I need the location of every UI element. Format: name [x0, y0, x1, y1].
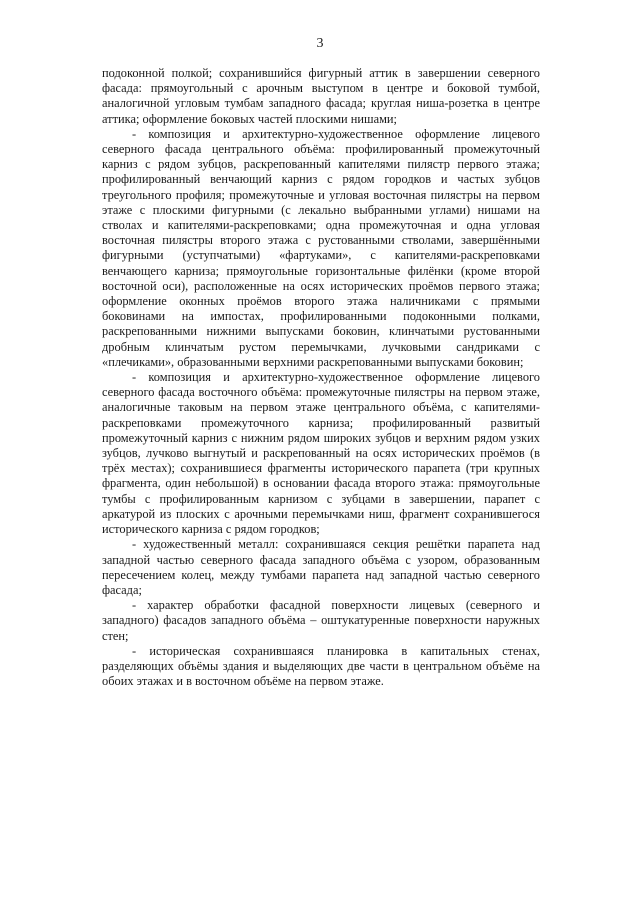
paragraph-artistic-metal: - художественный металл: сохранившаяся секция решётки парапета над западной частью северного фасада западного объёма с узором, образованным пересечением колец, между тумбами парапета над западной частью северного фасада; [102, 537, 540, 597]
paragraph-facade-surface: - характер обработки фасадной поверхности лицевых (северного и западного) фасадов западного объёма – оштукатуренные поверхности наружных стен; [102, 598, 540, 643]
paragraph-continuation: подоконной полкой; сохранившийся фигурный аттик в завершении северного фасада: прямоугольный с арочным выступом в центре и боковой тумбой, аналогичной угловым тумбам западного фасада; круглая ниша-розетка в центре аттика; оформление боковых частей плоскими нишами; [102, 66, 540, 126]
paragraph-eastern-volume-facade: - композиция и архитектурно-художественное оформление лицевого северного фасада восточного объёма: промежуточные пилястры на первом этаже, аналогичные таковым на первом этаже центрального объёма, с капителями-раскреповками промежуточного карниза; профилированный развитый промежуточный карниз с нижним рядом широких зубцов и верхним рядом узких зубцов, лучково выгнутый и раскрепованный на осях исторических проёмов (в трёх местах); сохранившиеся фрагменты исторического парапета (три крупных фрагмента, один небольшой) в основании фасада второго этажа: прямоугольные тумбы с профилированным карнизом с зубцами в завершении, парапет с аркатурой из плоских с арочными перемычками ниш, фрагмент сохранившегося исторического карниза с рядом городков; [102, 370, 540, 537]
body-text [102, 66, 540, 689]
paragraph-historic-layout: - историческая сохранившаяся планировка в капитальных стенах, разделяющих объёмы здания и выделяющих две части в центральном объёме на обоих этажах и в восточном объёме на первом этаже. [102, 643, 540, 689]
paragraph-central-volume-facade: - композиция и архитектурно-художественное оформление лицевого северного фасада центрального объёма: профилированный промежуточный карниз с рядом зубцов, раскрепованный капителями пилястр первого этажа; профилированный венчающий карниз с рядом городков и частых зубцов треугольного профиля; промежуточные и угловая восточная пилястры на первом этаже с плоскими фигурными (с лекально выбранными углами) нишами на стволах и капителями-раскреповками; одна промежуточная и одна угловая восточная пилястры второго этажа с рустованными стволами, завершёнными фигурными (уступчатыми) «фартуками», с капителями-раскреповками венчающего карниза; прямоугольные горизонтальные филёнки (кроме второй восточной оси), расположенные на осях исторических проёмов первого этажа; оформление оконных проёмов второго этажа наличниками с прямыми боковинами на импостах, профилированными подоконными полками, раскрепованными нижними выпусками боковин, клинчатыми рустованными дробным клинчатым рустом перемычками, лучковыми сандриками с «плечиками», образованными верхними раскрепованными выпусками боковин; [102, 126, 540, 369]
page-number: 3 [316, 36, 324, 51]
